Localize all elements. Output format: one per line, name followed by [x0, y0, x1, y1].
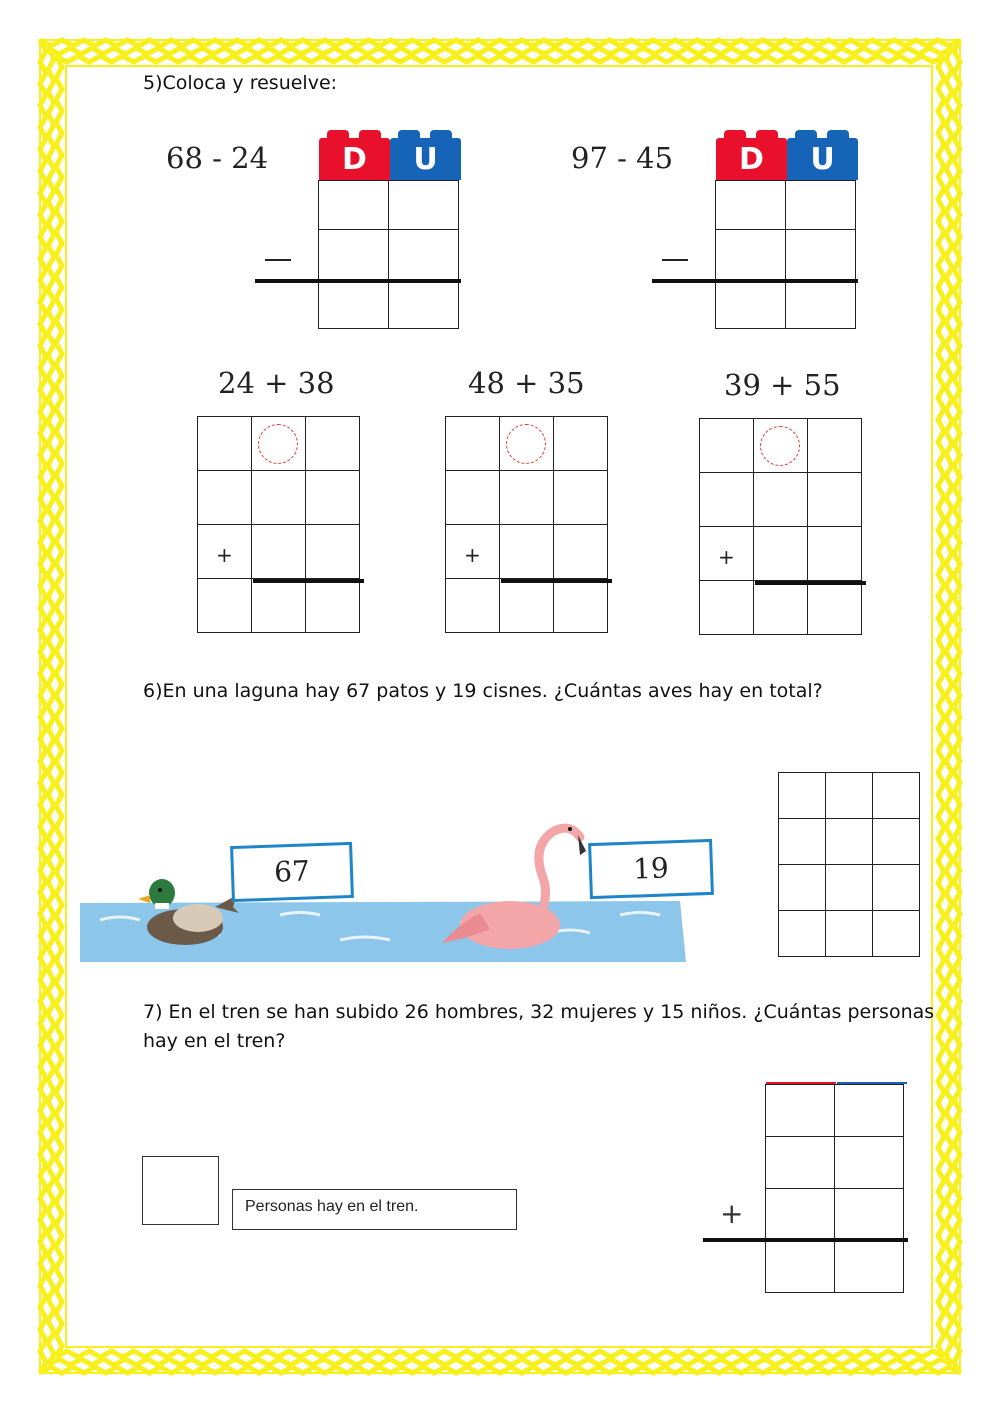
grid-cell[interactable]: [306, 471, 360, 525]
addition-2-expression: 48 + 35: [468, 366, 585, 400]
grid-cell[interactable]: [389, 230, 459, 281]
answer-text: Personas hay en el tren.: [245, 1198, 419, 1215]
grid-cell[interactable]: [500, 471, 554, 525]
grid-cell[interactable]: [835, 1189, 904, 1241]
grid-cell[interactable]: [766, 1241, 835, 1293]
grid-cell[interactable]: [252, 579, 306, 633]
grid-cell[interactable]: [389, 181, 459, 230]
flamingo-count-label: 19: [588, 839, 714, 899]
subtraction-2-expression: 97 - 45: [571, 141, 674, 175]
grid-cell[interactable]: [766, 1085, 835, 1137]
plus-sign: +: [216, 543, 233, 567]
grid-cell[interactable]: [873, 865, 920, 911]
minus-sign: [662, 259, 688, 261]
grid-cell[interactable]: [306, 525, 360, 579]
grid-cell[interactable]: [389, 281, 459, 329]
section-5-title: 5)Coloca y resuelve:: [143, 72, 338, 94]
units-tile: U: [787, 138, 858, 180]
grid-cell[interactable]: [446, 579, 500, 633]
result-line: [703, 1238, 908, 1242]
tens-tile: D: [319, 138, 390, 180]
grid-cell[interactable]: [808, 581, 862, 635]
grid-cell[interactable]: [716, 230, 786, 281]
grid-cell[interactable]: [779, 865, 826, 911]
grid-cell[interactable]: [826, 819, 873, 865]
grid-cell[interactable]: [808, 473, 862, 527]
result-line: [755, 581, 866, 585]
grid-cell[interactable]: [835, 1137, 904, 1189]
grid-cell[interactable]: [786, 181, 856, 230]
units-tile: U: [390, 138, 461, 180]
grid-cell[interactable]: [826, 773, 873, 819]
result-line: [652, 279, 858, 283]
plus-sign: +: [718, 545, 735, 569]
grid-cell[interactable]: [500, 525, 554, 579]
plus-sign: +: [720, 1197, 744, 1230]
grid-cell[interactable]: [500, 579, 554, 633]
grid-cell[interactable]: [754, 527, 808, 581]
section-7-question-line-2: hay en el tren?: [143, 1030, 286, 1052]
grid-cell[interactable]: [446, 417, 500, 471]
grid-cell[interactable]: [808, 527, 862, 581]
grid-cell[interactable]: [826, 865, 873, 911]
grid-cell[interactable]: [700, 419, 754, 473]
answer-text-box: [232, 1189, 517, 1230]
grid-cell[interactable]: [873, 911, 920, 957]
section-6-question: 6)En una laguna hay 67 patos y 19 cisnes. ¿Cuántas aves hay en total?: [143, 680, 823, 702]
grid-cell[interactable]: [754, 581, 808, 635]
grid-cell[interactable]: [198, 417, 252, 471]
subtraction-2-grid[interactable]: [715, 180, 856, 329]
grid-cell[interactable]: [779, 911, 826, 957]
grid-cell[interactable]: [716, 181, 786, 230]
grid-cell[interactable]: [554, 525, 608, 579]
grid-cell[interactable]: [835, 1241, 904, 1293]
minus-sign: [265, 259, 291, 261]
subtraction-1-grid[interactable]: [318, 180, 459, 329]
carry-circle[interactable]: [760, 426, 800, 466]
grid-cell[interactable]: [835, 1085, 904, 1137]
grid-cell[interactable]: [716, 281, 786, 329]
subtraction-1-expression: 68 - 24: [166, 141, 269, 175]
grid-cell[interactable]: [252, 471, 306, 525]
grid-cell[interactable]: [700, 473, 754, 527]
result-line: [253, 579, 364, 583]
grid-cell[interactable]: [319, 181, 389, 230]
grid-cell[interactable]: [779, 773, 826, 819]
grid-cell[interactable]: [319, 281, 389, 329]
grid-cell[interactable]: [554, 471, 608, 525]
section-7-question-line-1: 7) En el tren se han subido 26 hombres, 32 mujeres y 15 niños. ¿Cuántas personas: [143, 1001, 935, 1023]
grid-cell[interactable]: [319, 230, 389, 281]
duck-count-label: 67: [230, 842, 354, 902]
addition-1-expression: 24 + 38: [218, 366, 335, 400]
grid-cell[interactable]: [554, 579, 608, 633]
tens-tile: D: [716, 138, 787, 180]
result-line: [501, 579, 612, 583]
grid-cell[interactable]: [786, 281, 856, 329]
grid-cell[interactable]: [198, 579, 252, 633]
grid-cell[interactable]: [873, 773, 920, 819]
grid-cell[interactable]: [306, 579, 360, 633]
answer-number-box[interactable]: [142, 1156, 219, 1225]
carry-circle[interactable]: [258, 424, 298, 464]
grid-cell[interactable]: [808, 419, 862, 473]
addition-3-expression: 39 + 55: [724, 368, 841, 402]
grid-cell[interactable]: [873, 819, 920, 865]
grid-cell[interactable]: [779, 819, 826, 865]
grid-cell[interactable]: [754, 473, 808, 527]
grid-cell[interactable]: [252, 525, 306, 579]
grid-cell[interactable]: [766, 1189, 835, 1241]
grid-cell[interactable]: [826, 911, 873, 957]
result-line: [255, 279, 461, 283]
section-6-answer-grid[interactable]: [778, 772, 920, 957]
grid-cell[interactable]: [786, 230, 856, 281]
grid-cell[interactable]: [446, 471, 500, 525]
grid-cell[interactable]: [306, 417, 360, 471]
grid-cell[interactable]: [198, 471, 252, 525]
plus-sign: +: [464, 543, 481, 567]
grid-cell[interactable]: [700, 581, 754, 635]
section-7-answer-grid[interactable]: [765, 1084, 904, 1293]
grid-cell[interactable]: [766, 1137, 835, 1189]
grid-cell[interactable]: [554, 417, 608, 471]
carry-circle[interactable]: [506, 424, 546, 464]
